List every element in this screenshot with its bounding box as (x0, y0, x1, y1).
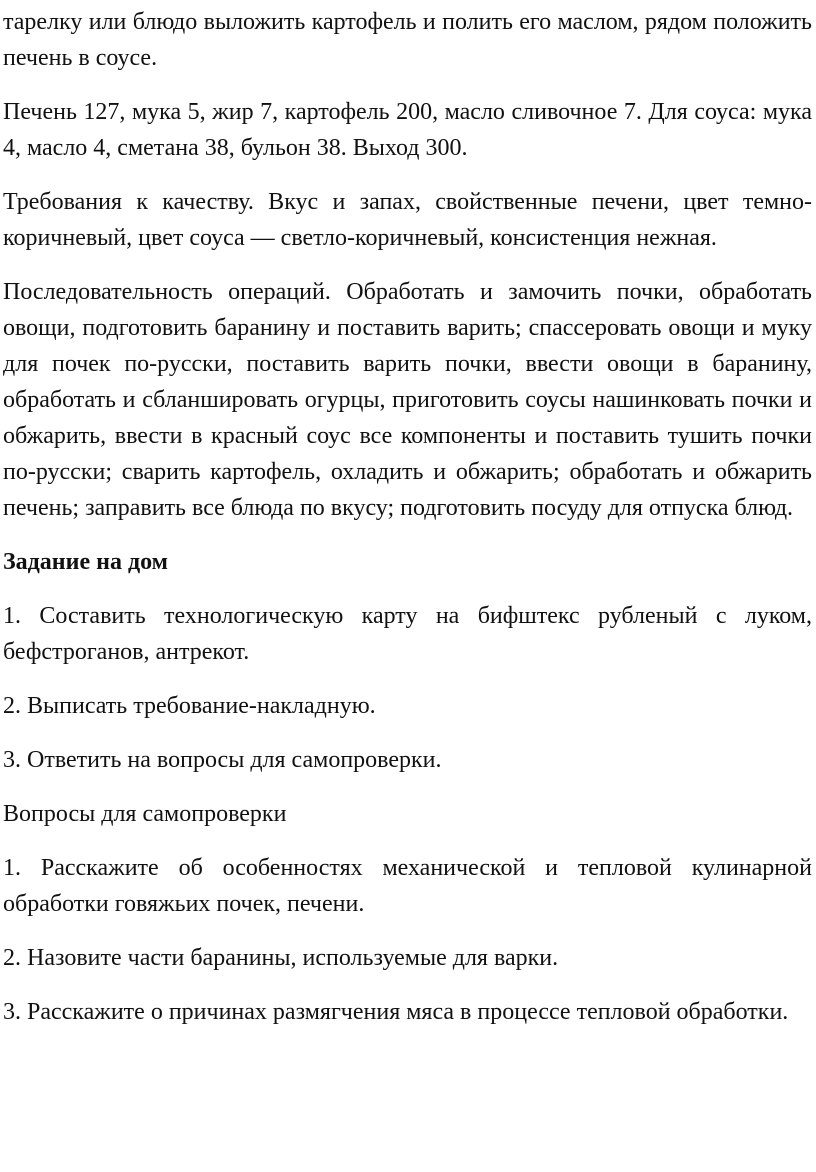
homework-heading: Задание на дом (3, 549, 168, 575)
question-3: 3. Расскажите о причинах размягчения мяса в процессе тепловой обработки. (3, 999, 789, 1025)
homework-item-1: 1. Составить технологическую карту на бифштекс рубленый с луком, бефстроганов, антрекот. (3, 603, 812, 665)
questions-heading: Вопросы для самопроверки (3, 801, 287, 827)
question-2: 2. Назовите части баранины, используемые для варки. (3, 945, 559, 971)
homework-item-2: 2. Выписать требование-накладную. (3, 693, 376, 719)
question-1: 1. Расскажите об особенностях механической и тепловой кулинарной обработки говяжьих почек, печени. (3, 855, 812, 917)
paragraph-serving: тарелку или блюдо выложить картофель и полить его маслом, рядом положить печень в соусе. (3, 9, 812, 71)
homework-item-3: 3. Ответить на вопросы для самопроверки. (3, 747, 442, 773)
paragraph-ingredients: Печень 127, мука 5, жир 7, картофель 200, масло сливочное 7. Для соуса: мука 4, масло 4, сметана 38, бульон 38. Выход 300. (3, 99, 812, 161)
paragraph-quality-requirements: Требования к качеству. Вкус и запах, свойственные печени, цвет темно-коричневый, цвет соуса — светло-коричневый, консистенция нежная. (3, 189, 812, 251)
paragraph-operations-sequence: Последовательность операций. Обработать и замочить почки, обработать овощи, подготовить баранину и поставить варить; спассеровать овощи и муку для почек по-русски, поставить варить почки, ввести овощи в баранину, обработать и сбланшировать огурцы, приготовить соусы нашинковать почки и обжарить, ввести в красный соус все компоненты и поставить тушить почки по-русски; сварить картофель, охладить и обжарить; обработать и обжарить печень; заправить все блюда по вкусу; подготовить посуду для отпуска блюд. (3, 279, 812, 521)
